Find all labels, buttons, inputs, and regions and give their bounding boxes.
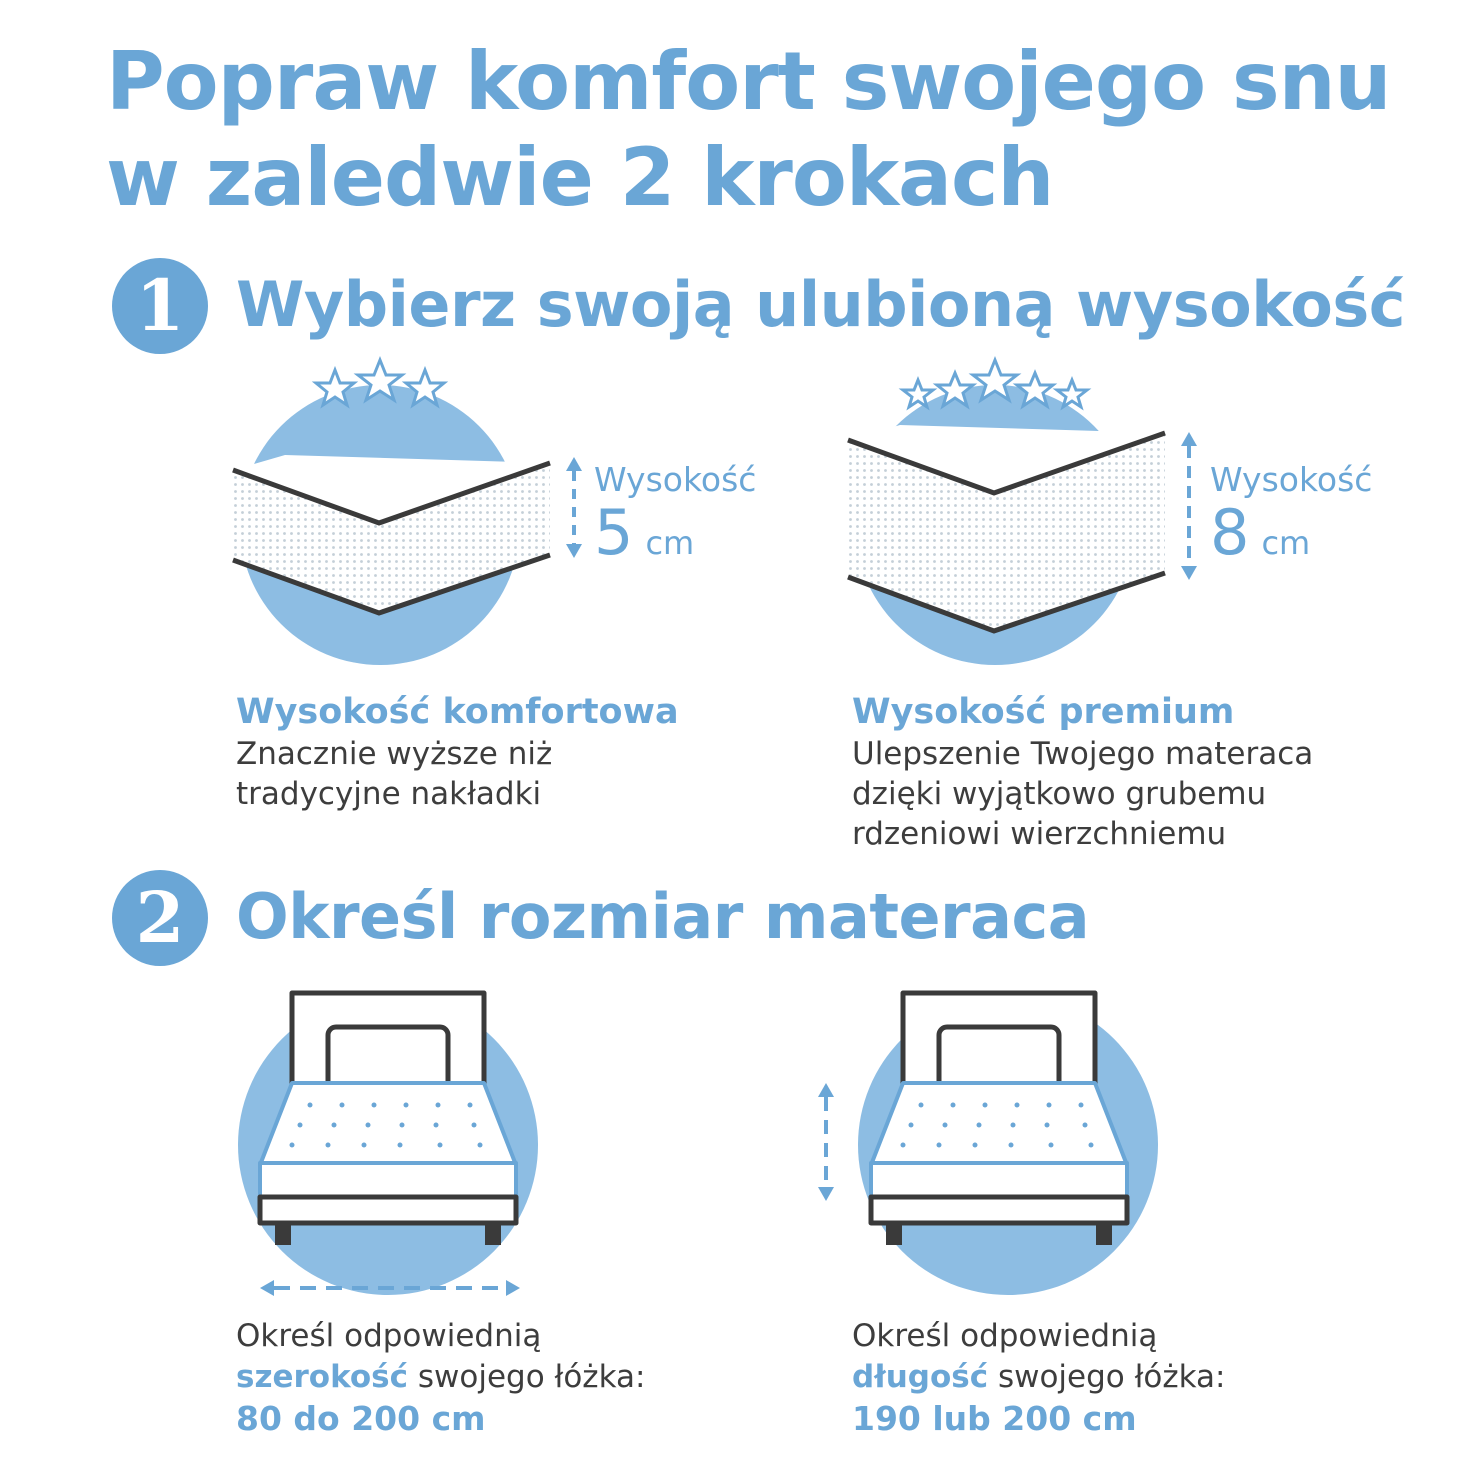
page-title [106,34,1391,226]
option-description-line: Znacznie wyższe niż [236,736,553,772]
height-label-5cm [594,460,757,569]
size-intro: Określ odpowiednią [852,1318,1158,1354]
size-width-info [236,1316,645,1440]
length-arrow-icon [818,1083,834,1201]
page-title-line-2: w zaledwie 2 krokach [106,131,1054,224]
height-arrow-5cm-icon [562,455,586,560]
size-line-2 [852,1357,1226,1398]
option-name: Wysokość premium [852,692,1235,732]
option-description-line: tradycyjne nakładki [236,776,542,812]
height-unit: cm [1261,524,1311,562]
bed-width-illustration [230,975,540,1305]
mattress-topper-8cm-illustration [840,355,1180,675]
bed-icon [260,993,516,1245]
bed-icon [871,993,1127,1245]
size-value: 190 lub 200 cm [852,1399,1137,1438]
height-word: Wysokość [1210,460,1373,499]
option-name: Wysokość komfortowa [236,692,679,732]
step-1-heading: Wybierz swoją ulubioną wysokość [236,268,1406,341]
option-description-line: Ulepszenie Twojego materaca [852,736,1314,772]
size-value: 80 do 200 cm [236,1399,486,1438]
size-length-info [852,1316,1226,1440]
mattress-topper-5cm-illustration [225,355,565,675]
height-value: 5 [594,496,634,569]
height-unit: cm [645,524,695,562]
height-value: 8 [1210,496,1250,569]
height-word: Wysokość [594,460,757,499]
option-premium [852,690,1313,854]
step-2-heading: Określ rozmiar materaca [236,880,1090,953]
option-description-line: rdzeniowi wierzchniemu [852,816,1227,852]
size-line-2 [236,1357,645,1398]
size-rest: swojego łóżka: [988,1359,1226,1395]
size-intro: Określ odpowiednią [236,1318,542,1354]
size-rest: swojego łóżka: [408,1359,646,1395]
size-keyword: długość [852,1359,989,1395]
height-arrow-8cm-icon [1177,430,1201,582]
size-keyword: szerokość [236,1359,409,1395]
step-1-badge: 1 [112,258,208,354]
option-comfort [236,690,679,814]
bed-length-illustration [810,975,1160,1305]
option-description-line: dzięki wyjątkowo grubemu [852,776,1267,812]
step-2-badge: 2 [112,870,208,966]
height-label-8cm [1210,460,1373,569]
page-title-line-1: Popraw komfort swojego snu [106,35,1391,128]
